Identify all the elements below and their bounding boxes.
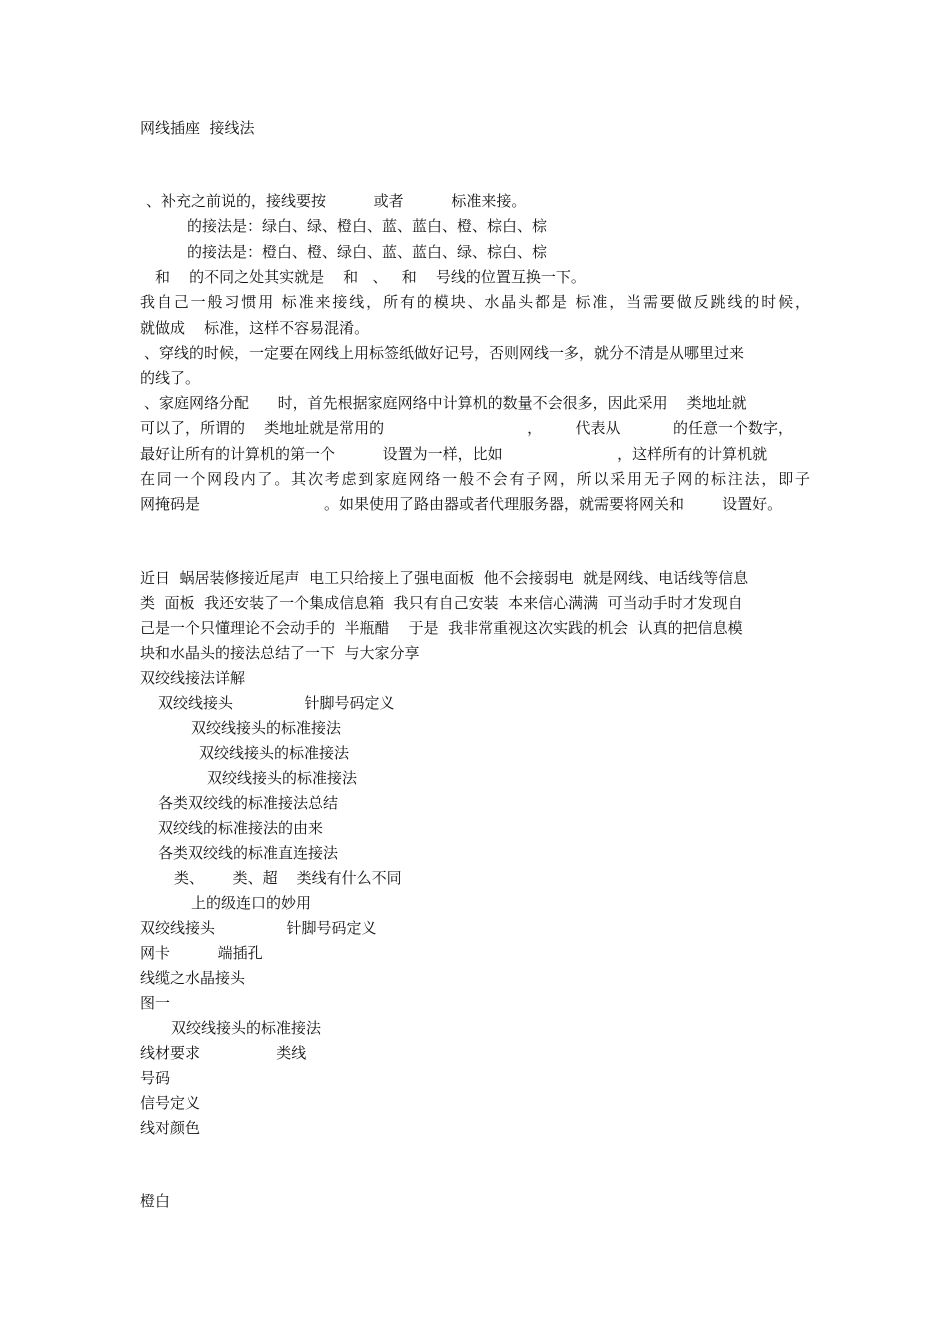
toc-item[interactable]: 类、 类、超 类线有什么不同 bbox=[174, 869, 402, 887]
toc-item[interactable]: 双绞线接头的标准接法 bbox=[207, 769, 358, 787]
page-title: 网线插座 接线法 bbox=[140, 119, 255, 137]
color-value: 橙白 bbox=[140, 1192, 171, 1210]
toc-item[interactable]: 双绞线的标准接法的由来 bbox=[158, 819, 324, 837]
column-color: 线对颜色 bbox=[140, 1119, 201, 1137]
toc-item[interactable]: 双绞线接头的标准接法 bbox=[199, 744, 350, 762]
paragraph-5-line-2: 就做成 标准，这样不容易混淆。 bbox=[140, 319, 370, 337]
material-requirement: 线材要求 类线 bbox=[140, 1044, 307, 1062]
toc-item[interactable]: 各类双绞线的标准直连接法 bbox=[158, 844, 339, 862]
column-signal: 信号定义 bbox=[140, 1094, 201, 1112]
story-line-2: 类 面板 我还安装了一个集成信息箱 我只有自己安装 本来信心满满 可当动手时才发现自 bbox=[140, 594, 743, 612]
paragraph-4: 和 的不同之处其实就是 和 、 和 号线的位置互换一下。 bbox=[155, 268, 586, 286]
story-line-3: 己是一个只懂理论不会动手的 半瓶醋 于是 我非常重视这次实践的机会 认真的把信息模 bbox=[140, 619, 743, 637]
paragraph-7-line-4: 在同一个网段内了。其次考虑到家庭网络一般不会有子网，所以采用无子网的标注法，即子 bbox=[140, 470, 810, 488]
paragraph-6-line-1: 、穿线的时候，一定要在网线上用标签纸做好记号，否则网线一多，就分不清是从哪里过来 bbox=[144, 344, 745, 362]
paragraph-5-line-1: 我自己一般习惯用 标准来接线，所有的模块、水晶头都是 标准，当需要做反跳线的时候， bbox=[140, 293, 810, 311]
figure-label: 图一 bbox=[140, 994, 171, 1012]
paragraph-7-line-2: 可以了，所谓的 类地址就是常用的 ， 代表从 的任意一个数字， bbox=[140, 419, 793, 437]
section-line-1: 网卡 端插孔 bbox=[140, 944, 263, 962]
paragraph-7-line-1: 、家庭网络分配 时，首先根据家庭网络中计算机的数量不会很多，因此采用 类地址就 bbox=[144, 394, 747, 412]
toc-item[interactable]: 双绞线接头的标准接法 bbox=[191, 719, 342, 737]
toc-heading: 双绞线接法详解 bbox=[140, 669, 246, 687]
paragraph-2: 的接法是：绿白、绿、橙白、蓝、蓝白、橙、棕白、棕 bbox=[187, 217, 548, 235]
toc-item[interactable]: 各类双绞线的标准接法总结 bbox=[158, 794, 339, 812]
section-line-2: 线缆之水晶接头 bbox=[140, 969, 246, 987]
toc-item[interactable]: 上的级连口的妙用 bbox=[191, 894, 312, 912]
paragraph-1: 、补充之前说的，接线要按 或者 标准来接。 bbox=[146, 192, 527, 210]
toc-item[interactable]: 双绞线接头 针脚号码定义 bbox=[158, 694, 395, 712]
section-heading: 双绞线接头 针脚号码定义 bbox=[140, 919, 377, 937]
section-subheading: 双绞线接头的标准接法 bbox=[171, 1019, 322, 1037]
paragraph-3: 的接法是：橙白、橙、绿白、蓝、蓝白、绿、棕白、棕 bbox=[187, 243, 548, 261]
paragraph-7-line-3: 最好让所有的计算机的第一个 设置为一样，比如 ，这样所有的计算机就 bbox=[140, 445, 768, 463]
story-line-1: 近日 蜗居装修接近尾声 电工只给接上了强电面板 他不会接弱电 就是网线、电话线等信息 bbox=[140, 569, 749, 587]
column-number: 号码 bbox=[140, 1069, 171, 1087]
paragraph-7-line-5: 网掩码是 。如果使用了路由器或者代理服务器，就需要将网关和 设置好。 bbox=[140, 495, 783, 513]
paragraph-6-line-2: 的线了。 bbox=[140, 369, 201, 387]
story-line-4: 块和水晶头的接法总结了一下 与大家分享 bbox=[140, 644, 420, 662]
